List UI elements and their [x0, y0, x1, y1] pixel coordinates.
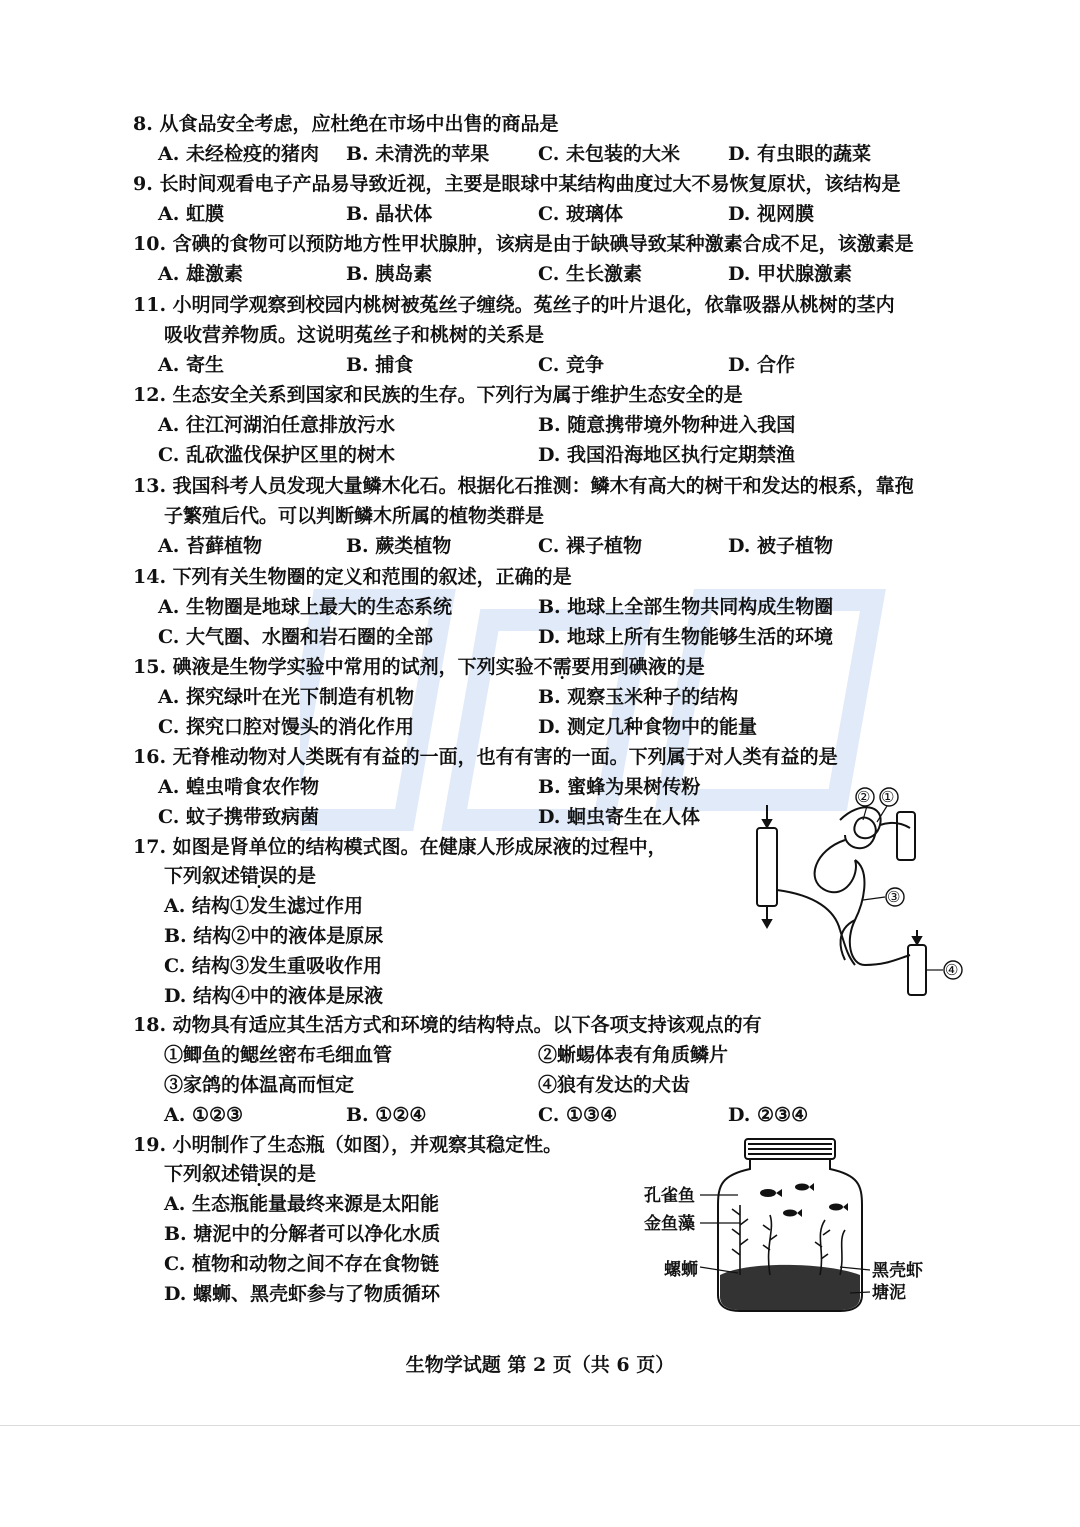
question-18-stem: 18. 动物具有适应其生活方式和环境的结构特点。以下各项支持该观点的有 [133, 1014, 762, 1036]
question-11-stem-line2: 吸收营养物质。这说明菟丝子和桃树的关系是 [164, 324, 545, 346]
nephron-diagram [745, 780, 975, 1000]
q13-option-d: D. 被子植物 [728, 535, 834, 557]
q17-emphasis: 错误 [240, 865, 279, 887]
question-17-stem-line1: 17. 如图是肾单位的结构模式图。在健康人形成尿液的过程中， [133, 836, 667, 858]
q17-option-a: A. 结构①发生滤过作用 [164, 895, 363, 917]
q19-option-c: C. 植物和动物之间不存在食物链 [164, 1253, 440, 1275]
q13-option-c: C. 裸子植物 [538, 535, 643, 557]
q9-option-d: D. 视网膜 [728, 203, 815, 225]
q19-emphasis: 错误 [240, 1163, 279, 1185]
q11-option-b: B. 捕食 [346, 354, 414, 376]
q10-option-a: A. 雄激素 [158, 263, 243, 285]
q17-stem-pre: 下列叙述 [164, 865, 241, 887]
q15-stem-pre: 15. 碘液是生物学实验中常用的试剂，下列实验 [133, 656, 534, 678]
q17-option-b: B. 结构②中的液体是原尿 [164, 925, 384, 947]
question-15-stem [133, 655, 705, 679]
q17-stem-post: 的是 [278, 865, 317, 887]
question-9-stem: 9. 长时间观看电子产品易导致近视，主要是眼球中某结构曲度过大不易恢复原状，该结构是 [133, 173, 901, 195]
q16-option-c: C. 蚊子携带致病菌 [158, 806, 320, 828]
q14-option-a: A. 生物圈是地球上最大的生态系统 [158, 596, 452, 618]
question-14-stem: 14. 下列有关生物圈的定义和范围的叙述，正确的是 [133, 566, 572, 588]
q16-option-d: D. 蛔虫寄生在人体 [538, 806, 701, 828]
question-17-stem-line2 [164, 864, 316, 888]
q18-item-3: ③家鸽的体温高而恒定 [164, 1074, 355, 1096]
q12-option-b: B. 随意携带境外物种进入我国 [538, 414, 796, 436]
q18-item-4: ④狼有发达的犬齿 [538, 1074, 691, 1096]
bottle-label-snail: 螺蛳 [664, 1260, 698, 1280]
q9-option-c: C. 玻璃体 [538, 203, 624, 225]
question-19-stem-line2 [164, 1162, 316, 1186]
question-12-stem: 12. 生态安全关系到国家和民族的生存。下列行为属于维护生态安全的是 [133, 384, 743, 406]
bottle-label-fish: 孔雀鱼 [644, 1186, 695, 1206]
question-11-stem-line1: 11. 小明同学观察到校园内桃树被菟丝子缠绕。菟丝子的叶片退化，依靠吸器从桃树的茎内 [133, 294, 895, 316]
q19-stem-pre: 下列叙述 [164, 1163, 241, 1185]
q10-option-d: D. 甲状腺激素 [728, 263, 853, 285]
q13-option-b: B. 蕨类植物 [346, 535, 452, 557]
q18-option-b: B. ①②④ [346, 1104, 427, 1126]
q8-option-c: C. 未包装的大米 [538, 143, 681, 165]
q15-option-c: C. 探究口腔对馒头的消化作用 [158, 716, 415, 738]
nephron-label-2: ② [857, 788, 871, 806]
question-13-stem-line2: 子繁殖后代。可以判断鳞木所属的植物类群是 [164, 505, 545, 527]
q16-option-b: B. 蜜蜂为果树传粉 [538, 776, 701, 798]
q12-option-d: D. 我国沿海地区执行定期禁渔 [538, 444, 796, 466]
q8-option-a: A. 未经检疫的猪肉 [158, 143, 319, 165]
q18-item-1: ①鲫鱼的鳃丝密布毛细血管 [164, 1044, 393, 1066]
q11-option-c: C. 竞争 [538, 354, 605, 376]
question-13-stem-line1: 13. 我国科考人员发现大量鳞木化石。根据化石推测：鳞木有高大的树干和发达的根系，靠孢 [133, 475, 914, 497]
q14-option-d: D. 地球上所有生物能够生活的环境 [538, 626, 834, 648]
q17-option-c: C. 结构③发生重吸收作用 [164, 955, 383, 977]
q11-option-d: D. 合作 [728, 354, 796, 376]
q15-option-d: D. 测定几种食物中的能量 [538, 716, 758, 738]
q18-item-2: ②蜥蜴体表有角质鳞片 [538, 1044, 729, 1066]
q18-option-c: C. ①③④ [538, 1104, 618, 1126]
q11-option-a: A. 寄生 [158, 354, 224, 376]
q10-option-b: B. 胰岛素 [346, 263, 433, 285]
q10-option-c: C. 生长激素 [538, 263, 643, 285]
q18-option-d: D. ②③④ [728, 1104, 809, 1126]
bottle-label-weed: 金鱼藻 [644, 1214, 695, 1234]
question-8-stem: 8. 从食品安全考虑，应杜绝在市场中出售的商品是 [133, 113, 559, 135]
q12-option-c: C. 乱砍滥伐保护区里的树木 [158, 444, 396, 466]
q15-emphasis: 不需要 [533, 656, 591, 678]
q9-option-a: A. 虹膜 [158, 203, 224, 225]
q14-option-c: C. 大气圈、水圈和岩石圈的全部 [158, 626, 434, 648]
eco-bottle-diagram [640, 1135, 940, 1315]
q17-option-d: D. 结构④中的液体是尿液 [164, 985, 384, 1007]
q8-option-b: B. 未清洗的苹果 [346, 143, 490, 165]
q8-option-d: D. 有虫眼的蔬菜 [728, 143, 872, 165]
q15-stem-post: 用到碘液的是 [590, 656, 705, 678]
q16-option-a: A. 蝗虫啃食农作物 [158, 776, 319, 798]
q13-option-a: A. 苔藓植物 [158, 535, 262, 557]
q19-option-d: D. 螺蛳、黑壳虾参与了物质循环 [164, 1283, 441, 1305]
q15-option-b: B. 观察玉米种子的结构 [538, 686, 739, 708]
q18-option-a: A. ①②③ [164, 1104, 244, 1126]
nephron-label-3: ③ [887, 888, 901, 906]
bottle-label-mud: 塘泥 [872, 1283, 906, 1303]
bottle-label-shrimp: 黑壳虾 [872, 1261, 923, 1281]
q15-option-a: A. 探究绿叶在光下制造有机物 [158, 686, 414, 708]
nephron-label-4: ④ [945, 961, 959, 979]
q14-option-b: B. 地球上全部生物共同构成生物圈 [538, 596, 834, 618]
q19-stem-post: 的是 [278, 1163, 317, 1185]
question-19-stem-line1: 19. 小明制作了生态瓶（如图），并观察其稳定性。 [133, 1134, 563, 1156]
q12-option-a: A. 往江河湖泊任意排放污水 [158, 414, 395, 436]
q9-option-b: B. 晶状体 [346, 203, 433, 225]
q19-option-a: A. 生态瓶能量最终来源是太阳能 [164, 1193, 439, 1215]
page-footer: 生物学试题 第 2 页（共 6 页） [405, 1354, 675, 1376]
question-16-stem: 16. 无脊椎动物对人类既有有益的一面，也有有害的一面。下列属于对人类有益的是 [133, 746, 838, 768]
q19-option-b: B. 塘泥中的分解者可以净化水质 [164, 1223, 441, 1245]
question-10-stem: 10. 含碘的食物可以预防地方性甲状腺肿，该病是由于缺碘导致某种激素合成不足，该激素是 [133, 233, 914, 255]
nephron-label-1: ① [881, 788, 895, 806]
page-bottom-divider [0, 1425, 1080, 1426]
